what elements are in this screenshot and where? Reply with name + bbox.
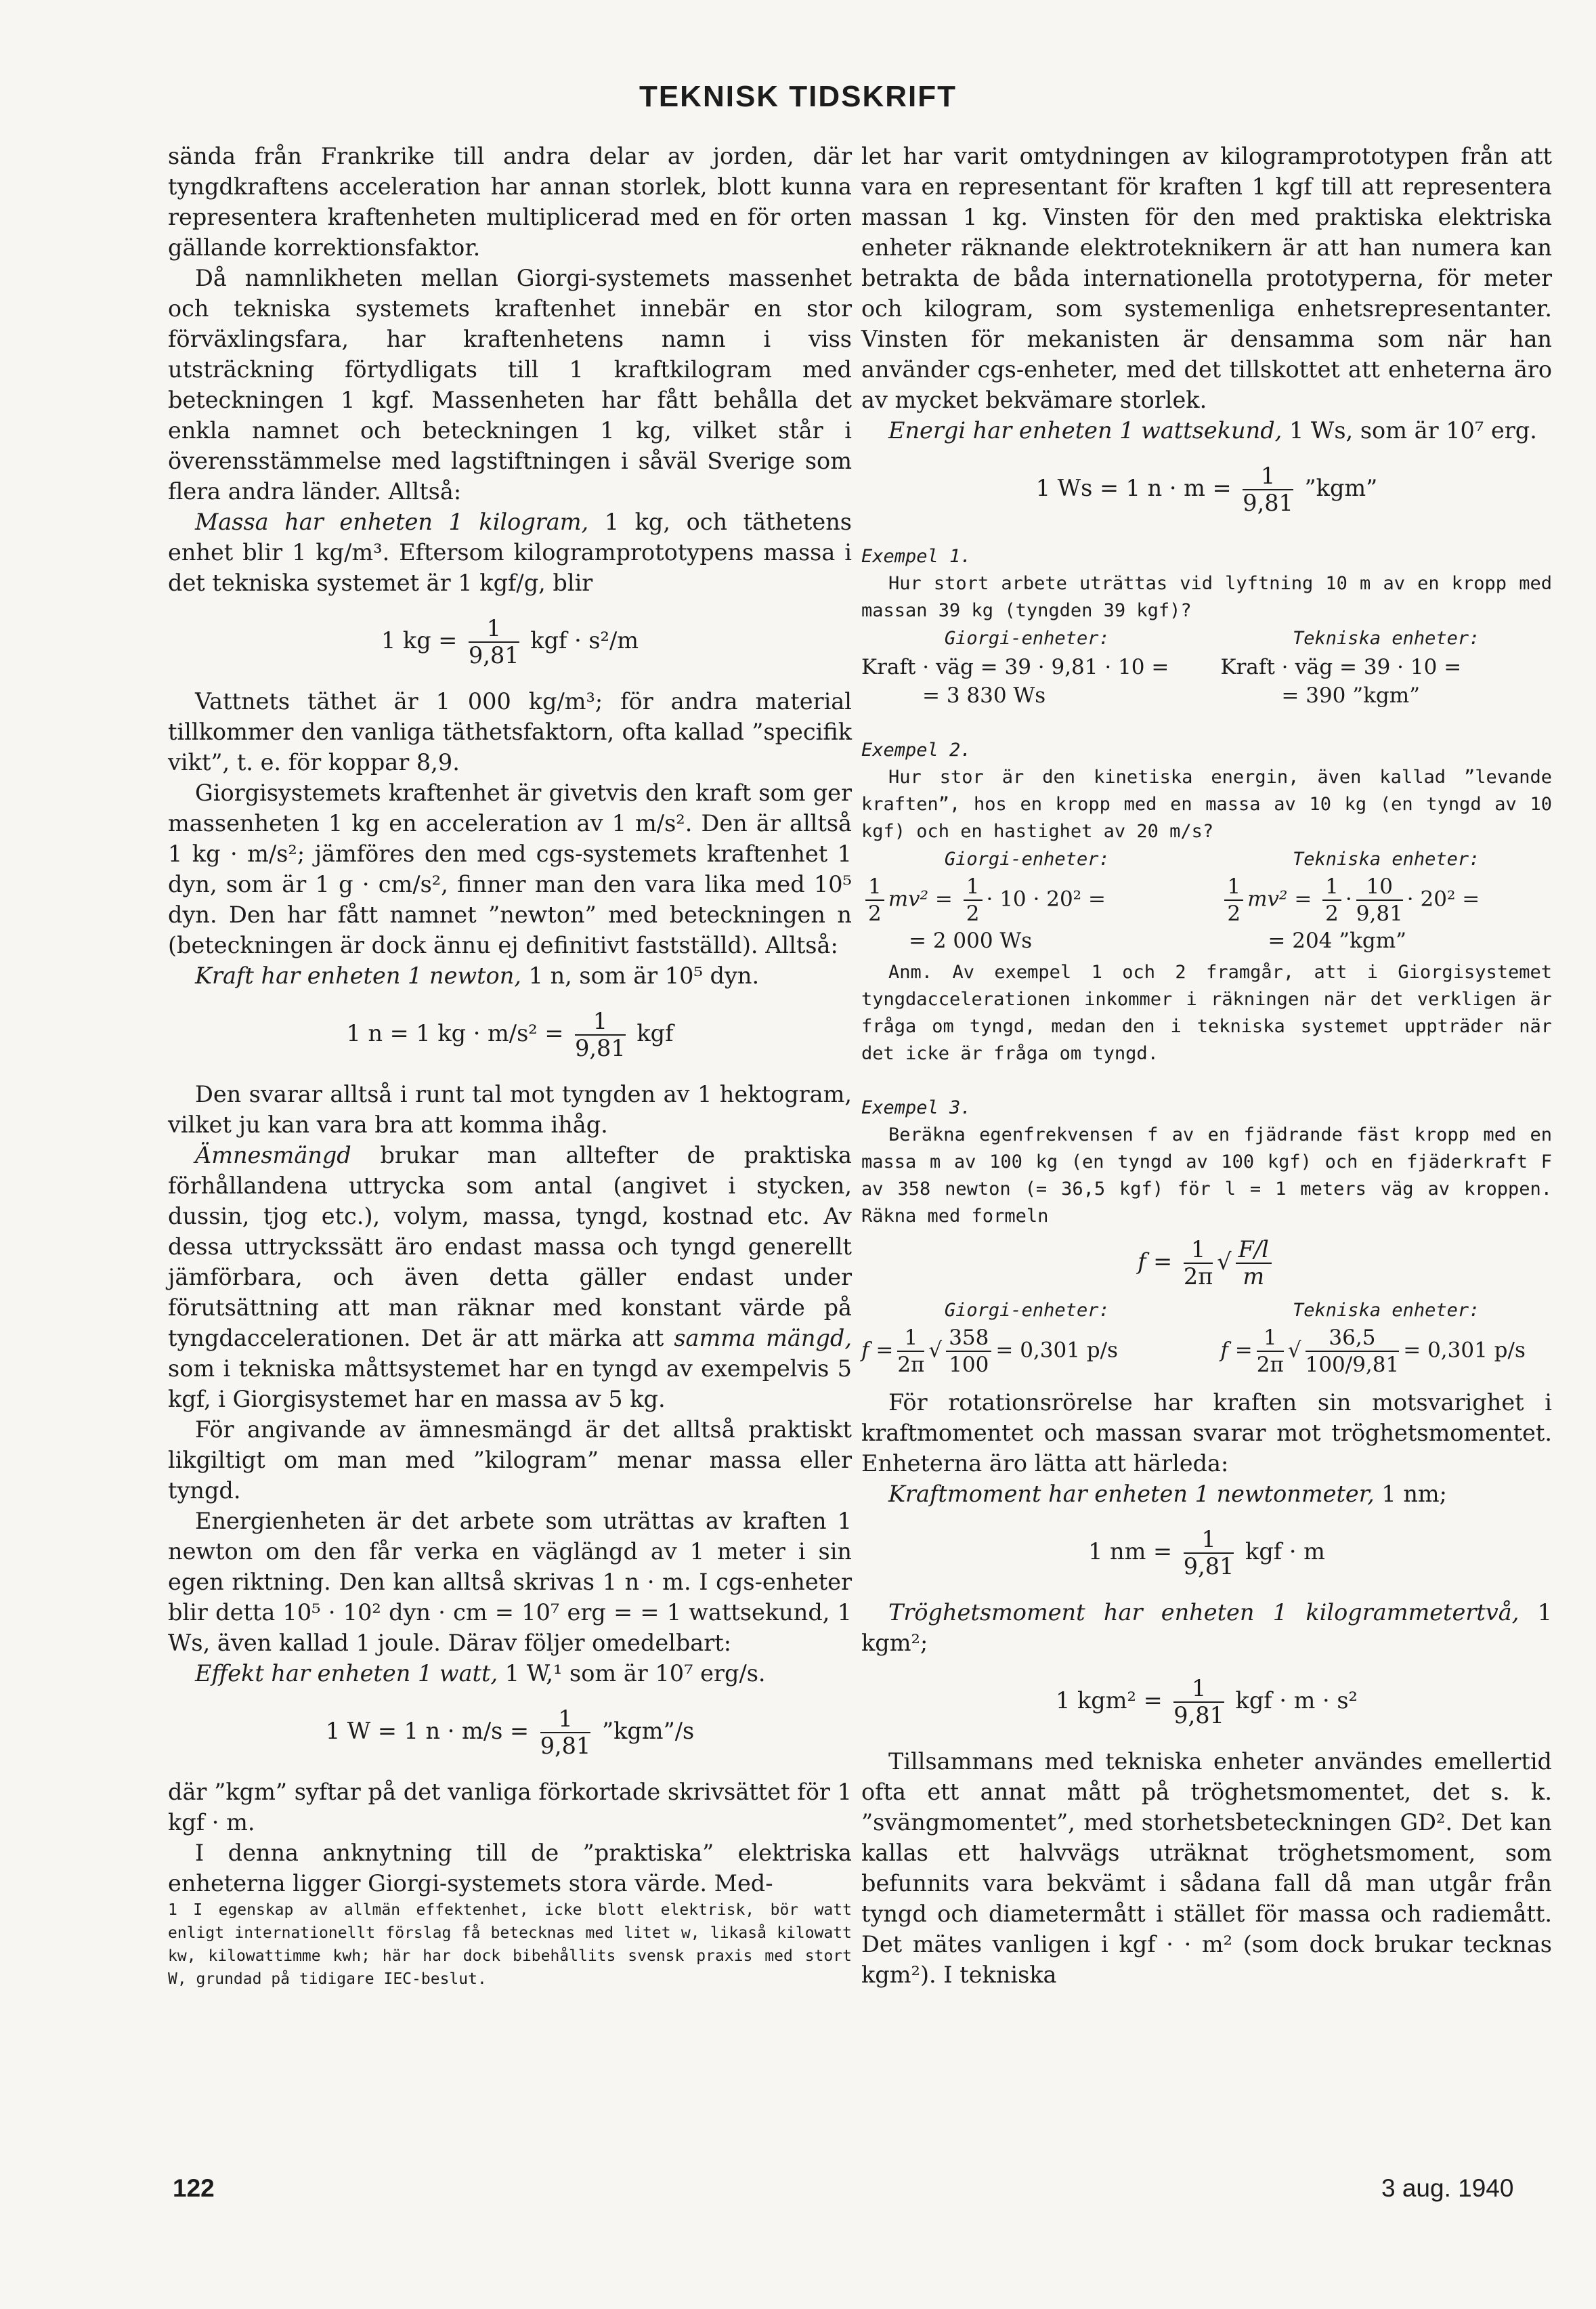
- formula-rhs: kgf · s²/m: [530, 627, 639, 654]
- technical-header: Tekniska enheter:: [1293, 628, 1480, 649]
- formula-rhs: ”kgm”/s: [601, 1718, 695, 1744]
- issue-date: 3 aug. 1940: [1381, 2174, 1514, 2202]
- definition-power: Effekt har enheten 1 watt,: [195, 1660, 498, 1687]
- formula-lhs: 1 Ws = 1 n · m =: [1035, 475, 1232, 501]
- numerator: 1: [1257, 1325, 1284, 1352]
- expression: = 0,301 p/s: [995, 1338, 1118, 1363]
- right-paragraph-1: let har varit omtydningen av kilogramprototypen från att vara en representant för kraften 1 kgf till att representera massan 1 kg. Vinsten för den med praktiska elektriska enheter räknande elektroteknikern är att han numera kan betrakta de båda internationella prototyperna, för meter och kilogram, som systemenliga enhetsrepresentanter. Vinsten för mekanisten är densamma som när han använder cgs-enheter, med det tillskottet att enheterna äro av mycket bekvämare storlek.: [861, 143, 1552, 413]
- fraction: [1257, 1325, 1284, 1378]
- solution-line: Kraft · väg = 39 · 9,81 · 10 =: [861, 655, 1169, 679]
- example-1-label: Exempel 1.: [861, 546, 972, 567]
- expression: · 10 · 20² =: [986, 887, 1106, 912]
- formula-lhs: 1 kg =: [381, 627, 458, 654]
- denominator: 2: [868, 902, 882, 926]
- denominator: 9,81: [1183, 1553, 1234, 1580]
- example-1-text: Hur stort arbete uträttas vid lyftning 10 m av en kropp med massan 39 kg (tyngden 39 kgf)?: [861, 573, 1552, 621]
- giorgi-header: Giorgi-enheter:: [944, 628, 1110, 649]
- numerator: 1: [1243, 463, 1293, 490]
- fraction: [1236, 1237, 1272, 1290]
- fraction: [1322, 874, 1341, 927]
- formula-rhs: kgf: [637, 1020, 674, 1046]
- formula-newton: [168, 1009, 852, 1061]
- page-number: 122: [173, 2174, 215, 2202]
- expression: mv² =: [888, 887, 959, 912]
- fraction: [1184, 1527, 1234, 1580]
- example-2-technical: [1220, 845, 1552, 955]
- right-paragraph-4: [861, 1479, 1552, 1509]
- denominator: 9,81: [575, 1035, 626, 1061]
- solution-line: $\frac{1}{2}$ mv² = $\frac{1}{2}$ · $\frac{10}{9,81}$ · 20² =: [1220, 874, 1552, 927]
- text: som i tekniska måttsystemet har en tyngd av exempelvis 5 kgf, i Giorgisystemet har en massa av 5 kg.: [168, 1355, 852, 1412]
- technical-header: Tekniska enheter:: [1293, 1300, 1480, 1321]
- definition-inertia: Tröghetsmoment har enheten 1 kilogrammetertvå,: [888, 1599, 1519, 1626]
- term-same-amount: samma mängd,: [674, 1325, 853, 1351]
- numerator: F/l: [1236, 1237, 1272, 1264]
- denominator: 2: [1325, 902, 1339, 926]
- fraction: [1306, 1325, 1400, 1378]
- solution-result: = 3 830 Ws: [922, 683, 1046, 708]
- numerator: 1: [469, 616, 519, 643]
- numerator: 36,5: [1306, 1325, 1400, 1352]
- solution-line: [861, 874, 1193, 927]
- fraction: [1173, 1676, 1224, 1729]
- denominator: 9,81: [1173, 1702, 1224, 1729]
- left-paragraph-6: [168, 960, 852, 991]
- numerator: 1: [1184, 1237, 1213, 1264]
- right-column: [861, 141, 1552, 1990]
- formula-nm: [861, 1527, 1552, 1580]
- formula-rhs: kgf · m: [1245, 1538, 1325, 1565]
- denominator: 9,81: [1243, 490, 1293, 516]
- left-paragraph-5: Giorgisystemets kraftenhet är givetvis den kraft som ger massenheten 1 kg en acceleration av 1 m/s². Den är alltså 1 kg · m/s²; jämföres den med cgs-systemets kraftenhet 1 dyn, som är 1 g · cm/s², finner man den vara lika med 10⁵ dyn. Den har fått namnet ”newton” med beteckningen n (beteckningen är dock ännu ej definitivt fastställd). Alltså:: [168, 780, 852, 958]
- definition-force: Kraft har enheten 1 newton,: [195, 962, 521, 989]
- right-paragraph-2: [861, 415, 1552, 446]
- formula-kg: [168, 616, 852, 669]
- definition-energy: Energi har enheten 1 wattsekund,: [888, 417, 1282, 444]
- note: Anm. Av exempel 1 och 2 framgår, att i Giorgisystemet tyngdaccelerationen inkommer i räkningen när det verkligen är fråga om tyngd, medan den i tekniska systemet uppträder när det icke är fråga om tyngd.: [861, 962, 1552, 1064]
- left-paragraph-6-rest: 1 n, som är 10⁵ dyn.: [521, 962, 760, 989]
- example-2-giorgi: [861, 845, 1193, 955]
- numerator: 1: [575, 1009, 626, 1036]
- solution-result: = 204 ”kgm”: [1268, 929, 1406, 953]
- expression: · 20² =: [1406, 887, 1480, 912]
- solution-result: = 2 000 Ws: [909, 929, 1033, 953]
- left-paragraph-3-rest: 1 kg, och täthetens enhet blir 1 kg/m³. Eftersom kilogramprototypens massa i det tekniska systemet är 1 kgf/g, blir: [168, 509, 852, 596]
- denominator: 100: [949, 1353, 989, 1377]
- left-paragraph-4: Vattnets täthet är 1 000 kg/m³; för andra material tillkommer den vanliga täthetsfaktorn, ofta kallad ”specifik vikt”, t. e. för koppar 8,9.: [168, 688, 852, 776]
- numerator: 1: [540, 1706, 591, 1733]
- right-paragraph-6: Tillsammans med tekniska enheter användes emellertid ofta ett annat mått på tröghetsmomentet, det s. k. ”svängmomentet”, med storhetsbeteckningen GD². Det kan kallas ett halvvägs uträknat tröghetsmoment, som befunnits vara bekvämt i sådana fall då man utgår från tyngd och diametermått i stället för massa och radiemått. Det mätes vanligen i kgf · · m² (som dock brukar tecknas kgm²). I tekniska: [861, 1748, 1552, 1988]
- fraction: [1224, 874, 1243, 927]
- example-1-solutions: [861, 624, 1552, 710]
- left-paragraph-9: För angivande av ämnesmängd är det alltså praktiskt likgiltigt om man med ”kilogram” menar massa eller tyngd.: [168, 1416, 852, 1504]
- formula-lhs: 1 nm =: [1088, 1538, 1173, 1565]
- formula-rhs: kgf · m · s²: [1235, 1687, 1358, 1714]
- denominator: 2: [966, 902, 980, 926]
- fraction: [964, 874, 983, 927]
- fraction: [865, 874, 884, 927]
- example-1-technical: [1220, 624, 1552, 710]
- left-paragraph-7: Den svarar alltså i runt tal mot tyngden av 1 hektogram, vilket ju kan vara bra att komma ihåg.: [168, 1081, 852, 1138]
- numerator: 1: [865, 874, 884, 901]
- formula-watt: [168, 1706, 852, 1759]
- fraction: [946, 1325, 991, 1378]
- solution-line: Kraft · väg = 39 · 10 =: [1220, 655, 1462, 679]
- giorgi-header: Giorgi-enheter:: [944, 1300, 1110, 1321]
- numerator: 1: [964, 874, 983, 901]
- formula-lhs: 1 n = 1 kg · m/s² =: [346, 1020, 564, 1046]
- left-paragraph-2: Då namnlikheten mellan Giorgi-systemets massenhet och tekniska systemets kraftenhet innebär en stor förväxlingsfara, har kraftenhetens namn i viss utsträckning förtydligats till 1 kraftkilogram med beteckningen 1 kgf. Massenheten har fått behålla det enkla namnet och beteckningen 1 kg, vilket står i överensstämmelse med lagstiftningen i såväl Sverige som flera andra länder. Alltså:: [168, 265, 852, 505]
- expression: mv² =: [1247, 887, 1319, 912]
- solution-result: = 390 ”kgm”: [1281, 683, 1420, 708]
- formula-lhs: 1 W = 1 n · m/s =: [325, 1718, 530, 1744]
- definition-torque: Kraftmoment har enheten 1 newtonmeter,: [888, 1481, 1375, 1507]
- expression: f =: [1220, 1338, 1253, 1363]
- numerator: 1: [1224, 874, 1243, 901]
- fraction: [1356, 874, 1403, 927]
- definition-mass: Massa har enheten 1 kilogram,: [195, 509, 589, 535]
- text: brukar man alltefter de praktiska förhållandena uttrycka som antal (angivet i stycken, dussin, tjog etc.), volym, massa, tyngd, kostnad etc. Av dessa uttryckssätt äro endast massa och tyngd generellt jämförbara, och även detta gäller endast under förutsättning att man räknar med konstant värde på tyngdaccelerationen. Det är att märka att: [168, 1142, 852, 1351]
- numerator: 358: [946, 1325, 991, 1352]
- text: 1 Ws, som är 10⁷ erg.: [1282, 417, 1537, 444]
- fraction: [1184, 1237, 1213, 1290]
- formula-frequency: f = $\frac{1}{2\pi}$ √ $\frac{F/l}{m}$: [861, 1237, 1552, 1290]
- left-paragraph-13: I denna anknytning till de ”praktiska” elektriska enheterna ligger Giorgi-systemets stora värde. Med-: [168, 1840, 852, 1897]
- denominator: 9,81: [469, 642, 519, 669]
- left-paragraph-12: där ”kgm” syftar på det vanliga förkortade skrivsättet för 1 kgf · m.: [168, 1779, 852, 1836]
- giorgi-header: Giorgi-enheter:: [944, 849, 1110, 870]
- footnote: 1 I egenskap av allmän effektenhet, icke blott elektrisk, bör watt enligt internationellt förslag få betecknas med litet w, likaså kilowatt kw, kilowattimme kwh; här har dock bibehållits svensk praxis med stort W, grundad på tidigare IEC-beslut.: [168, 1901, 852, 1988]
- denominator: 2π: [1183, 1263, 1213, 1290]
- right-paragraph-3: För rotationsrörelse har kraften sin motsvarighet i kraftmomentet och massan svarar mot tröghetsmomentet. Enheterna äro lätta att härleda:: [861, 1389, 1552, 1477]
- formula-lhs: f =: [1138, 1248, 1173, 1275]
- example-3-solutions: [861, 1296, 1552, 1378]
- left-paragraph-11: [168, 1658, 852, 1689]
- solution-line: f = $\frac{1}{2\pi}$ √ $\frac{36,5}{100/9,81}$ = 0,301 p/s: [1220, 1326, 1526, 1377]
- example-2-label: Exempel 2.: [861, 740, 972, 761]
- example-3-label: Exempel 3.: [861, 1097, 972, 1118]
- masthead: TEKNISK TIDSKRIFT: [639, 80, 957, 113]
- text: 1 nm;: [1374, 1481, 1447, 1507]
- example-3-technical: [1220, 1296, 1552, 1378]
- denominator: 9,81: [1356, 902, 1403, 926]
- denominator: 2: [1227, 902, 1241, 926]
- fraction: [897, 1325, 924, 1378]
- fraction: [575, 1009, 626, 1061]
- numerator: 1: [1322, 874, 1341, 901]
- right-paragraph-5: [861, 1597, 1552, 1658]
- example-3-giorgi: [861, 1296, 1193, 1378]
- example-1-giorgi: [861, 624, 1193, 710]
- fraction: [469, 616, 519, 669]
- denominator: 9,81: [540, 1733, 591, 1759]
- numerator: 10: [1356, 874, 1403, 901]
- formula-lhs: 1 kgm² =: [1056, 1687, 1163, 1714]
- denominator: 2π: [1256, 1353, 1284, 1377]
- formula-ws: [861, 463, 1552, 516]
- technical-header: Tekniska enheter:: [1293, 849, 1480, 870]
- text: 1 kgm²;: [861, 1599, 1552, 1656]
- numerator: 1: [897, 1325, 924, 1352]
- left-column: [168, 141, 852, 1991]
- expression: = 0,301 p/s: [1403, 1338, 1526, 1363]
- denominator: m: [1243, 1263, 1265, 1290]
- left-paragraph-8: [168, 1140, 852, 1414]
- term-substance: Ämnesmängd: [195, 1142, 351, 1168]
- fraction: [540, 1706, 591, 1759]
- expression: f =: [861, 1338, 894, 1363]
- formula-kgm2: [861, 1676, 1552, 1729]
- left-paragraph-3: [168, 507, 852, 598]
- denominator: 100/9,81: [1305, 1353, 1400, 1377]
- solution-line: f = $\frac{1}{2\pi}$ √ $\frac{358}{100}$ = 0,301 p/s: [861, 1326, 1118, 1377]
- example-3-text: Beräkna egenfrekvensen f av en fjädrande fäst kropp med en massa m av 100 kg (en tyngd av 100 kgf) och en fjäderkraft F av 358 newton (= 36,5 kgf) för l = 1 meters väg av kroppen. Räkna med formeln: [861, 1124, 1552, 1227]
- formula-rhs: ”kgm”: [1304, 475, 1378, 501]
- fraction: [1243, 463, 1293, 516]
- example-2-solutions: [861, 845, 1552, 955]
- example-2-text: Hur stor är den kinetiska energin, även kallad ”levande kraften”, hos en kropp med en massa av 10 kg (en tyngd av 10 kgf) och en hastighet av 20 m/s?: [861, 767, 1552, 842]
- left-paragraph-10: Energienheten är det arbete som uträttas av kraften 1 newton om den får verka en väglängd av 1 meter i sin egen riktning. Den kan alltså skrivas 1 n · m. I cgs-enheter blir detta 10⁵ · 10² dyn · cm = 10⁷ erg = = 1 wattsekund, 1 Ws, även kallad 1 joule. Därav följer omedelbart:: [168, 1508, 852, 1656]
- denominator: 2π: [897, 1353, 925, 1377]
- text: 1 W,¹ som är 10⁷ erg/s.: [498, 1660, 766, 1687]
- numerator: 1: [1184, 1527, 1234, 1554]
- numerator: 1: [1173, 1676, 1224, 1703]
- left-paragraph-1: sända från Frankrike till andra delar av jorden, där tyngdkraftens acceleration har annan storlek, blott kunna representera kraftenheten multiplicerad med en för orten gällande korrektionsfaktor.: [168, 143, 852, 261]
